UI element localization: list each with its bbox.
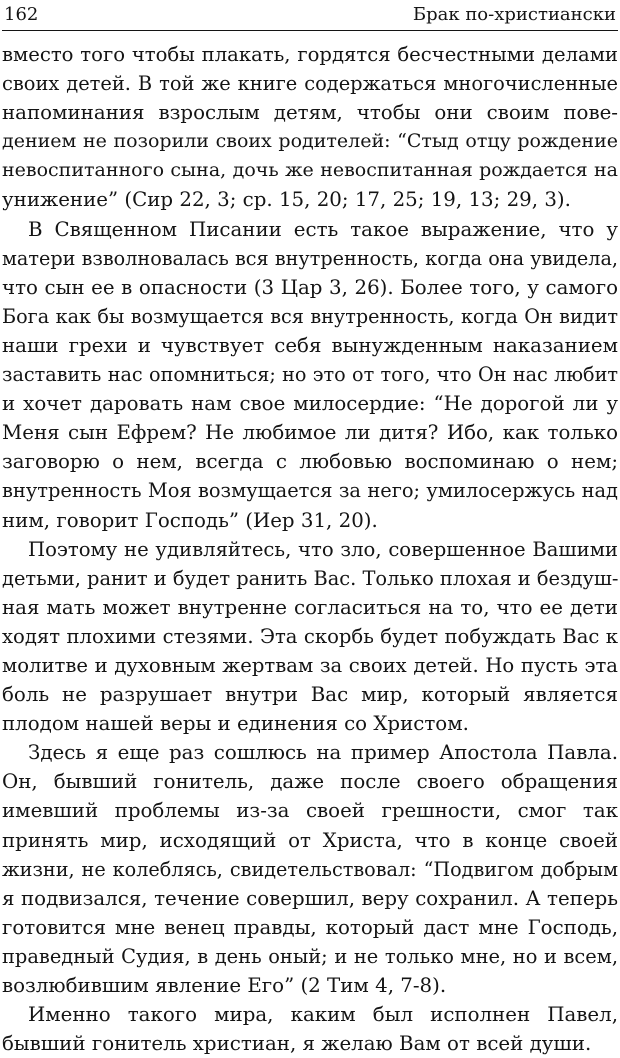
- text-line: детьми, ранит и будет ранить Вас. Только плохая и бездуш-: [2, 566, 618, 590]
- paragraph: [2, 738, 618, 1000]
- text-line: и хочет даровать нам свое милосердие: “Не дорогой ли у: [2, 392, 618, 416]
- text-line: праведный Судия, в день оный; и не только мне, но и всем,: [2, 944, 618, 968]
- text-line: я подвизался, течение совершил, веру сохранил. А теперь: [2, 886, 618, 910]
- page-number: 162: [4, 4, 39, 25]
- text-line: имевший проблемы из-за своей грешности, смог так: [2, 799, 618, 823]
- text-line: унижение” (Сир 22, 3; ср. 15, 20; 17, 25; 19, 13; 29, 3).: [2, 188, 571, 212]
- text-line: матери взволновалась вся внутренность, когда она увидела,: [2, 246, 618, 270]
- running-header: [4, 2, 616, 28]
- text-line: наши грехи и чувствует себя вынужденным наказанием: [2, 333, 618, 357]
- text-line: В Священном Писании есть такое выражение, что у: [28, 217, 618, 241]
- body-text: [2, 40, 618, 1058]
- text-line: напоминания взрослым детям, чтобы они своим пове-: [2, 101, 618, 125]
- text-line: что сын ее в опасности (3 Цар 3, 26). Более того, у самого: [2, 275, 618, 299]
- paragraph: [2, 535, 618, 739]
- text-line: готовится мне венец правды, который даст мне Господь,: [2, 915, 618, 939]
- text-line: вместо того чтобы плакать, гордятся бесчестными делами: [2, 43, 618, 66]
- paragraph: [2, 215, 618, 535]
- text-line: заставить нас опомниться; но это от того, что Он нас любит: [2, 363, 618, 387]
- text-line: молитве и духовным жертвам за своих детей. Но пусть эта: [2, 653, 618, 677]
- text-line: заговорю о нем, всегда с любовью воспоминаю о нем;: [2, 450, 618, 474]
- text-line: своих детей. В той же книге содержаться многочисленные: [2, 72, 618, 96]
- running-title: Брак по-христиански: [412, 4, 616, 25]
- text-line: невоспитанного сына, дочь же невоспитанная рождается на: [2, 159, 618, 182]
- text-line: возлюбившим явление Его” (2 Тим 4, 7-8).: [2, 974, 447, 997]
- text-line: дением не позорили своих родителей: “Стыд отцу рождение: [2, 130, 618, 153]
- header-rule: [2, 30, 618, 31]
- text-line: принять мир, исходящий от Христа, что в конце своей: [2, 828, 618, 852]
- text-line: Меня сын Ефрем? Не любимое ли дитя? Ибо, как только: [2, 421, 618, 445]
- text-line: Именно такого мира, каким был исполнен Павел,: [28, 1003, 618, 1027]
- text-line: плодом нашей веры и единения со Христом.: [2, 712, 469, 736]
- text-line: Поэтому не удивляйтесь, что зло, совершенное Вашими: [28, 537, 618, 561]
- text-line: ним, говорит Господь” (Иер 31, 20).: [2, 508, 378, 532]
- text-line: бывший гонитель христиан, я желаю Вам от всей души.: [2, 1032, 592, 1056]
- text-line: Здесь я еще раз сошлюсь на пример Апостола Павла.: [28, 741, 618, 765]
- paragraph: [2, 40, 618, 215]
- text-line: ходят плохими стезями. Эта скорбь будет побуждать Вас к: [2, 624, 618, 648]
- text-line: внутренность Моя возмущается за него; умилосержусь над: [2, 479, 618, 503]
- text-line: боль не разрушает внутри Вас мир, который является: [2, 683, 618, 707]
- paragraph: [2, 1000, 618, 1058]
- text-line: жизни, не колеблясь, свидетельствовал: “Подвигом добрым: [2, 857, 618, 881]
- text-line: Бога как бы возмущается вся внутренность, когда Он видит: [2, 304, 618, 328]
- text-line: ная мать может внутренне согласиться на то, что ее дети: [2, 595, 618, 619]
- text-line: Он, бывший гонитель, даже после своего обращения: [2, 770, 618, 794]
